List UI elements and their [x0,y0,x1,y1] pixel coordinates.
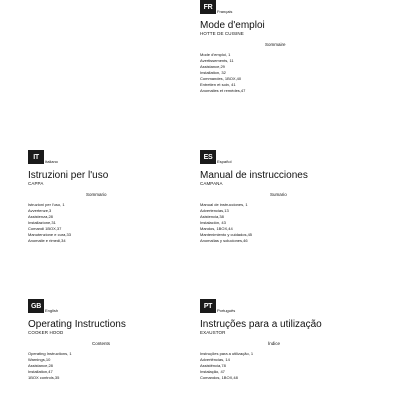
list-item: Installation, 32 [200,70,226,75]
list-item: Manutenzione e cura,33 [28,232,71,237]
section-subtitle: COOKER HOOD [28,330,64,335]
language-name: Português [217,308,236,313]
list-item: Comandos, 1BOX,48 [200,375,238,380]
list-item: Instalación, 43 [200,220,226,225]
list-item: Anomalías y soluciones,46 [200,238,248,243]
list-item: Installazione,31 [28,220,56,225]
section-title: Manual de instrucciones [200,170,308,181]
language-badge: ES [200,150,216,164]
list-item: Installation,47 [28,369,53,374]
list-item: Anomalie e rimedi,34 [28,238,66,243]
list-item: Assistência,78 [200,363,226,368]
section-pt [200,299,370,381]
list-item: Assistance,29 [200,64,225,69]
list-item: Operating Instructions, 1 [28,351,72,356]
contents-list [28,202,198,244]
language-badge: IT [28,150,44,164]
list-item: Avvertenze,3 [28,208,52,213]
contents-list [28,351,198,381]
language-badge: PT [200,299,216,313]
section-header [28,299,198,315]
list-item: Comandi 1BOX,37 [28,226,62,231]
list-item: Advertencias,13 [200,208,229,213]
list-item: Manual de instrucciones, 1 [200,202,248,207]
contents-label: Contents [92,341,111,346]
section-es [200,150,370,244]
list-item: Mode d'emploi, 1 [200,52,231,57]
section-title: Mode d'emploi [200,20,265,31]
section-header [200,150,370,166]
language-name: English [45,308,59,313]
list-item: 1BOX controls,35 [28,375,60,380]
section-gb [28,299,198,381]
list-item: Mandos, 1BOX,44 [200,226,233,231]
section-header [200,0,370,16]
contents-label: Sumario [270,192,287,197]
section-subtitle: CAPPA [28,181,44,186]
list-item: Istruzioni per l'uso, 1 [28,202,65,207]
language-name: Français [217,9,233,14]
list-item: Anomalies et remèdes,47 [200,88,246,93]
list-item: Commandes, 1BOX,40 [200,76,242,81]
language-name: Español [217,159,232,164]
language-badge: GB [28,299,44,313]
section-title: Instruções para a utilização [200,319,322,330]
list-item: Instruções para a utilização, 1 [200,351,254,356]
list-item: Warnings,10 [28,357,51,362]
section-title: Istruzioni per l'uso [28,170,109,181]
section-subtitle: HOTTE DE CUISINE [200,31,244,36]
section-header [28,150,198,166]
language-badge: FR [200,0,216,14]
section-subtitle: EXAUSTOR [200,330,226,335]
list-item: Assistance,28 [28,363,53,368]
list-item: Avertissements, 11 [200,58,234,63]
contents-list [200,52,370,94]
list-item: Instalação, 47 [200,369,225,374]
list-item: Assistenza,28 [28,214,53,219]
list-item: Asistencia,38 [200,214,224,219]
contents-label: Sommaire [265,42,286,47]
section-header [200,299,370,315]
section-it [28,150,198,244]
section-fr [200,0,370,94]
contents-list [200,351,370,381]
list-item: Advertências, 14 [200,357,230,362]
section-title: Operating Instructions [28,319,126,330]
section-subtitle: CAMPANA [200,181,223,186]
list-item: Mantenimiento y cuidados,45 [200,232,253,237]
contents-label: Índice [268,341,281,346]
contents-label: Sommario [86,192,107,197]
contents-list [200,202,370,244]
list-item: Entretien et soin, 41 [200,82,236,87]
language-name: Italiano [45,159,58,164]
